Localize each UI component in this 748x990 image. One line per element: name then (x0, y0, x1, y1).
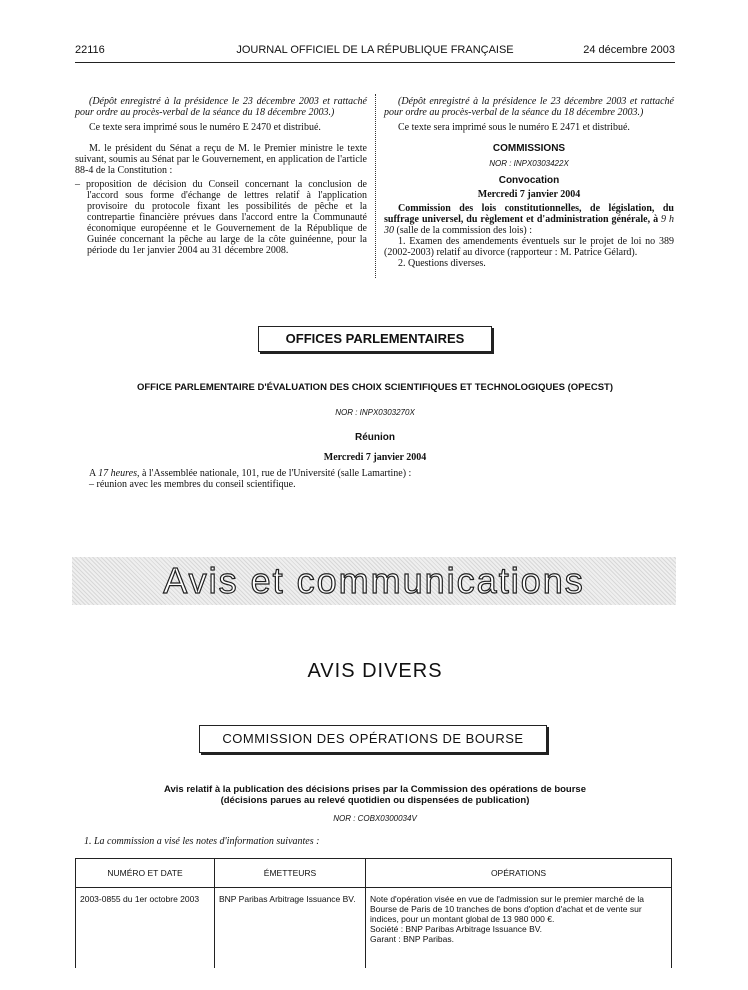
office-place: à l'Assemblée nationale, 101, rue de l'Université (salle Lamartine) : (141, 468, 412, 479)
office-subtitle: Réunion (355, 432, 395, 443)
page-number: 22116 (75, 44, 105, 56)
meeting-date: Mercredi 7 janvier 2004 (477, 189, 581, 200)
office-time: 17 heures, (98, 468, 140, 479)
commission-name: Commission des lois constitutionnelles, de législation, du suffrage universel, du règlement et d'administration générale, (384, 203, 674, 225)
journal-title: JOURNAL OFFICIEL DE LA RÉPUBLIQUE FRANÇAISE (236, 44, 514, 56)
time-prefix: à (653, 214, 659, 225)
office-details (75, 468, 675, 490)
cob-box-title: COMMISSION DES OPÉRATIONS DE BOURSE (199, 725, 547, 753)
operations-table (75, 858, 672, 968)
column-divider (375, 94, 376, 278)
notice-title (75, 784, 675, 806)
office-title: OFFICE PARLEMENTAIRE D'ÉVALUATION DES CHOIX SCIENTIFIQUES ET TECHNOLOGIQUES (OPECST) (136, 382, 614, 393)
avis-banner: Avis et communications (72, 557, 676, 605)
agenda-item-1: 1. Examen des amendements éventuels sur le projet de loi no 389 (2002-2003) relatif au divorce (rapporteur : M. Patrice Gélard). (384, 236, 674, 258)
cell-numero: 2003-0855 du 1er octobre 2003 (76, 888, 215, 968)
notice-title-line-1: Avis relatif à la publication des décisions prises par la Commission des opérations de bourse (164, 784, 586, 795)
operation-text: Note d'opération visée en vue de l'admission sur le premier marché de la Bourse de Paris de 10 tranches de bons d'option d'achat et de vente sur indices, pour un montant global de 13 980 000 €. (370, 894, 644, 924)
header-operations: OPÉRATIONS (366, 859, 672, 888)
avis-divers-title: AVIS DIVERS (307, 660, 443, 682)
office-nor: NOR : INPX0303270X (335, 408, 415, 417)
operation-societe: Société : BNP Paribas Arbitrage Issuance BV. (370, 924, 542, 934)
header-rule (75, 62, 675, 63)
page-header (75, 44, 675, 60)
notice-title-line-2: (décisions parues au relevé quotidien ou dispensées de publication) (220, 795, 530, 806)
print-note: Ce texte sera imprimé sous le numéro E 2471 et distribué. (398, 122, 630, 133)
header-emetteurs: ÉMETTEURS (215, 859, 366, 888)
issue-date: 24 décembre 2003 (583, 44, 675, 56)
meeting-time: 9 h 30 (384, 214, 675, 236)
operation-garant: Garant : BNP Paribas. (370, 934, 454, 944)
nor-code: NOR : INPX0303422X (489, 159, 569, 168)
proposal-item: – proposition de décision du Conseil concernant la conclusion de l'accord sous forme d'échange de lettres relatif à l'application provisoire du protocole fixant les possibilités de pêche et la contrepartie financière prévues dans l'accord entre la Communauté économique européenne et le Gouvernement de la République de Guinée concernant la pêche au large de la côte guinéenne, pour la période du 1er janvier 2004 au 31 décembre 2008. (75, 179, 367, 256)
cell-emetteur: BNP Paribas Arbitrage Issuance BV. (215, 888, 366, 968)
left-column (75, 96, 367, 256)
table-row (76, 888, 672, 968)
meeting-place: (salle de la commission des lois) : (396, 225, 533, 236)
office-date: Mercredi 7 janvier 2004 (323, 452, 427, 463)
convocation-title: Convocation (498, 175, 560, 186)
deposit-note: (Dépôt enregistré à la présidence le 23 décembre 2003 et rattaché pour ordre au procès-verbal de la séance du 18 décembre 2003.) (75, 96, 367, 118)
intro-text: M. le président du Sénat a reçu de M. le Premier ministre le texte suivant, soumis au Sénat par le Gouvernement, en application de l'article 88-4 de la Constitution : (75, 143, 367, 176)
cob-intro: 1. La commission a visé les notes d'information suivantes : (84, 836, 320, 847)
section-title: COMMISSIONS (492, 143, 566, 154)
deposit-note: (Dépôt enregistré à la présidence le 23 décembre 2003 et rattaché pour ordre au procès-verbal de la séance du 18 décembre 2003.) (384, 96, 674, 118)
office-item: – réunion avec les membres du conseil scientifique. (89, 479, 296, 490)
agenda-item-2: 2. Questions diverses. (398, 258, 486, 269)
cell-operation (366, 888, 672, 968)
header-numero: NUMÉRO ET DATE (76, 859, 215, 888)
table-header-row (76, 859, 672, 888)
office-time-prefix: A (89, 468, 96, 479)
offices-box-title: OFFICES PARLEMENTAIRES (258, 326, 492, 352)
cob-nor: NOR : COBX0300034V (333, 814, 417, 823)
right-column (384, 96, 674, 269)
print-note: Ce texte sera imprimé sous le numéro E 2470 et distribué. (89, 122, 321, 133)
